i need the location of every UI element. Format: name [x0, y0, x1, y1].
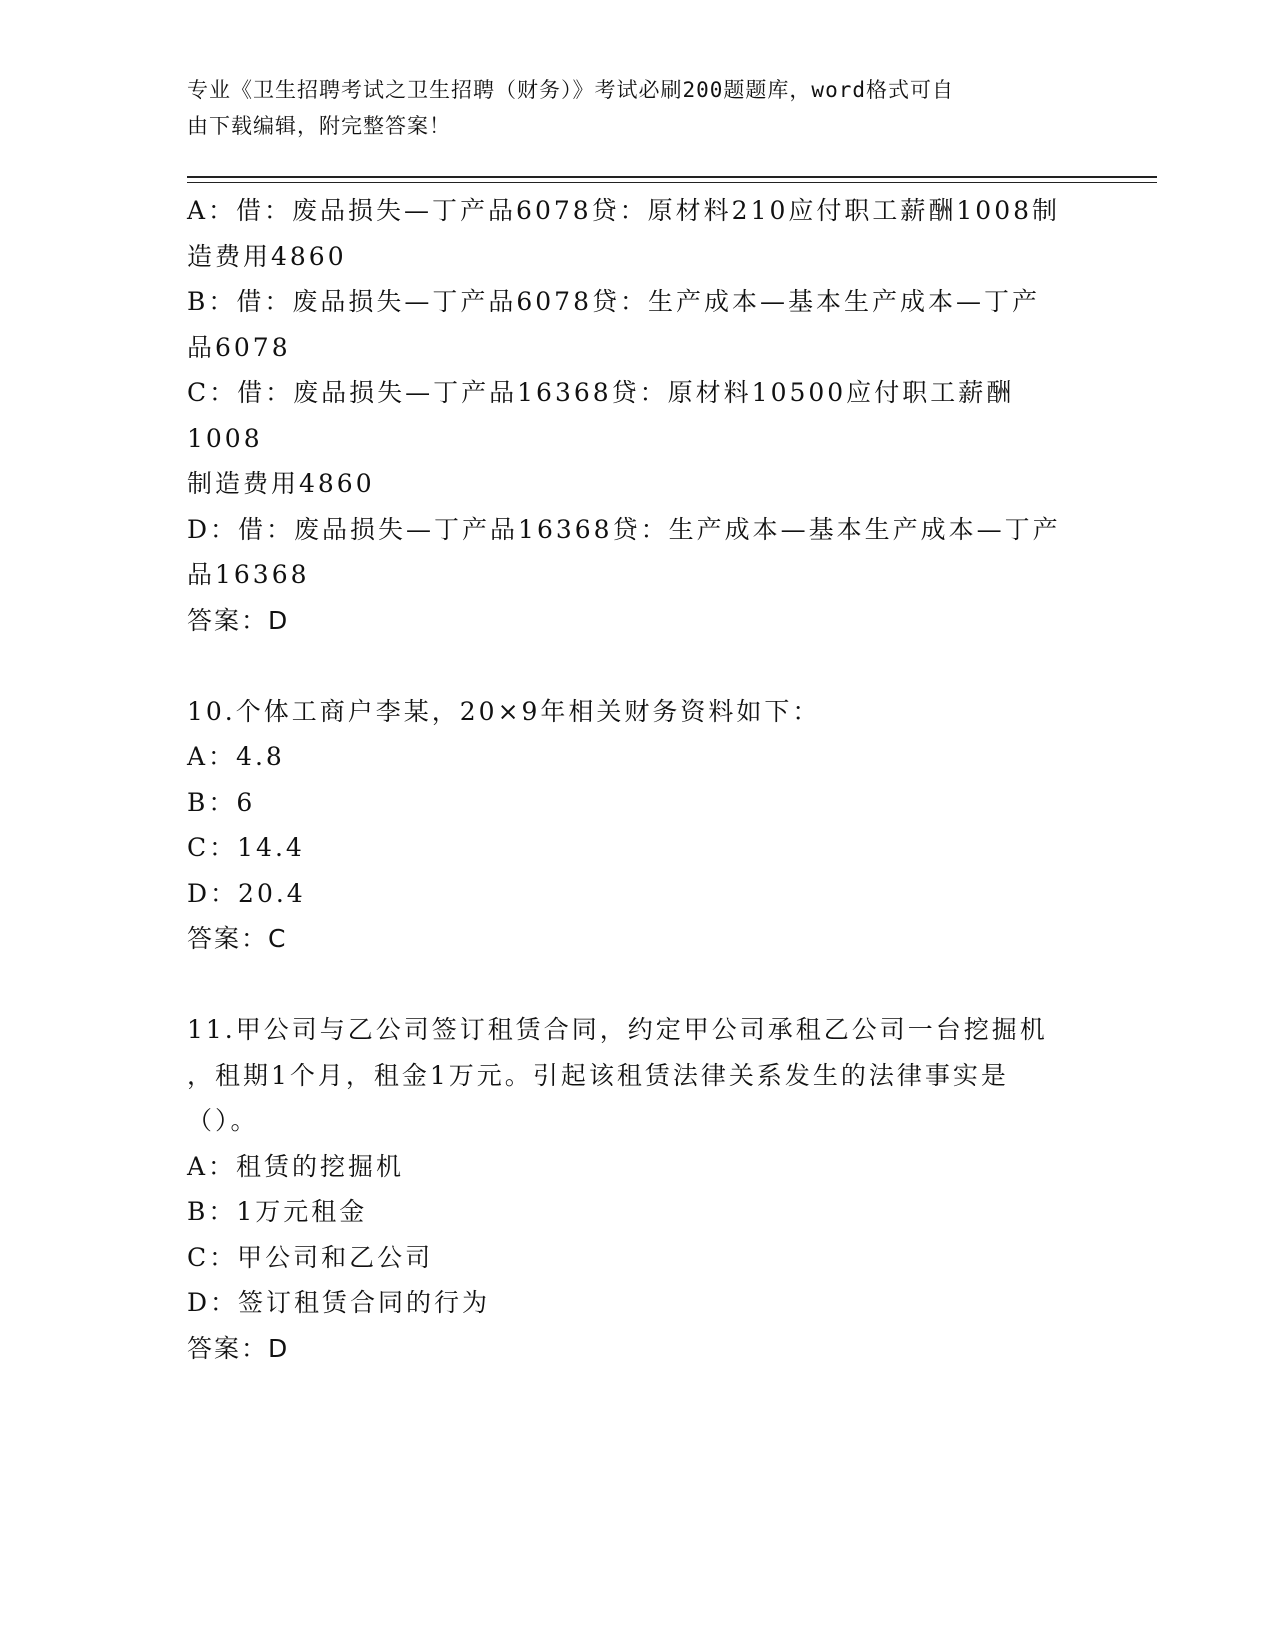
question-9-block	[187, 188, 1087, 643]
q10-option-b: B：6	[187, 787, 256, 817]
q9-answer: 答案：D	[187, 605, 290, 635]
q10-answer: 答案：C	[187, 924, 288, 953]
document-body	[187, 188, 1087, 1371]
q11-answer: 答案：D	[187, 1333, 290, 1363]
header-title-line-1: 专业《卫生招聘考试之卫生招聘（财务）》考试必刷200题题库，word格式可自	[187, 78, 954, 102]
question-11-block	[187, 1007, 1087, 1371]
document-header	[187, 72, 1077, 144]
q9-option-c-line-2: 制造费用4860	[187, 469, 375, 498]
header-divider-thin	[187, 182, 1157, 183]
q10-option-d: D：20.4	[187, 878, 306, 908]
spacer	[187, 962, 1087, 1008]
q10-option-c: C：14.4	[187, 833, 305, 862]
q9-option-a-line-2: 造费用4860	[187, 241, 347, 271]
header-title-line-2: 由下载编辑，附完整答案！	[187, 114, 451, 138]
q9-option-a-line-1: A：借：废品损失—丁产品6078贷：原材料210应付职工薪酬1008制	[187, 196, 1061, 225]
q9-option-b-line-2: 品6078	[187, 332, 291, 362]
q11-question-line-3: （）。	[187, 1106, 259, 1135]
q11-option-d: D：签订租赁合同的行为	[187, 1288, 491, 1317]
spacer	[187, 643, 1087, 689]
q11-question-line-2: ，租期1个月，租金1万元。引起该租赁法律关系发生的法律事实是	[187, 1060, 1009, 1090]
q9-option-b-line-1: B：借：废品损失—丁产品6078贷：生产成本—基本生产成本—丁产	[187, 287, 1040, 316]
q9-option-d-line-2: 品16368	[187, 560, 310, 589]
q9-option-d-line-1: D：借：废品损失—丁产品16368贷：生产成本—基本生产成本—丁产	[187, 514, 1061, 544]
q11-option-c: C：甲公司和乙公司	[187, 1242, 434, 1272]
q10-option-a: A：4.8	[187, 742, 285, 771]
question-10-block	[187, 689, 1087, 962]
q11-question-line-1: 11.甲公司与乙公司签订租赁合同，约定甲公司承租乙公司一台挖掘机	[187, 1015, 1048, 1044]
q10-question: 10.个体工商户李某，20×9年相关财务资料如下：	[187, 696, 821, 726]
q9-option-c-line-1: C：借：废品损失—丁产品16368贷：原材料10500应付职工薪酬1008	[187, 378, 1015, 453]
header-divider-thick	[187, 176, 1157, 178]
q11-option-b: B：1万元租金	[187, 1197, 368, 1226]
q11-option-a: A：租赁的挖掘机	[187, 1151, 405, 1181]
